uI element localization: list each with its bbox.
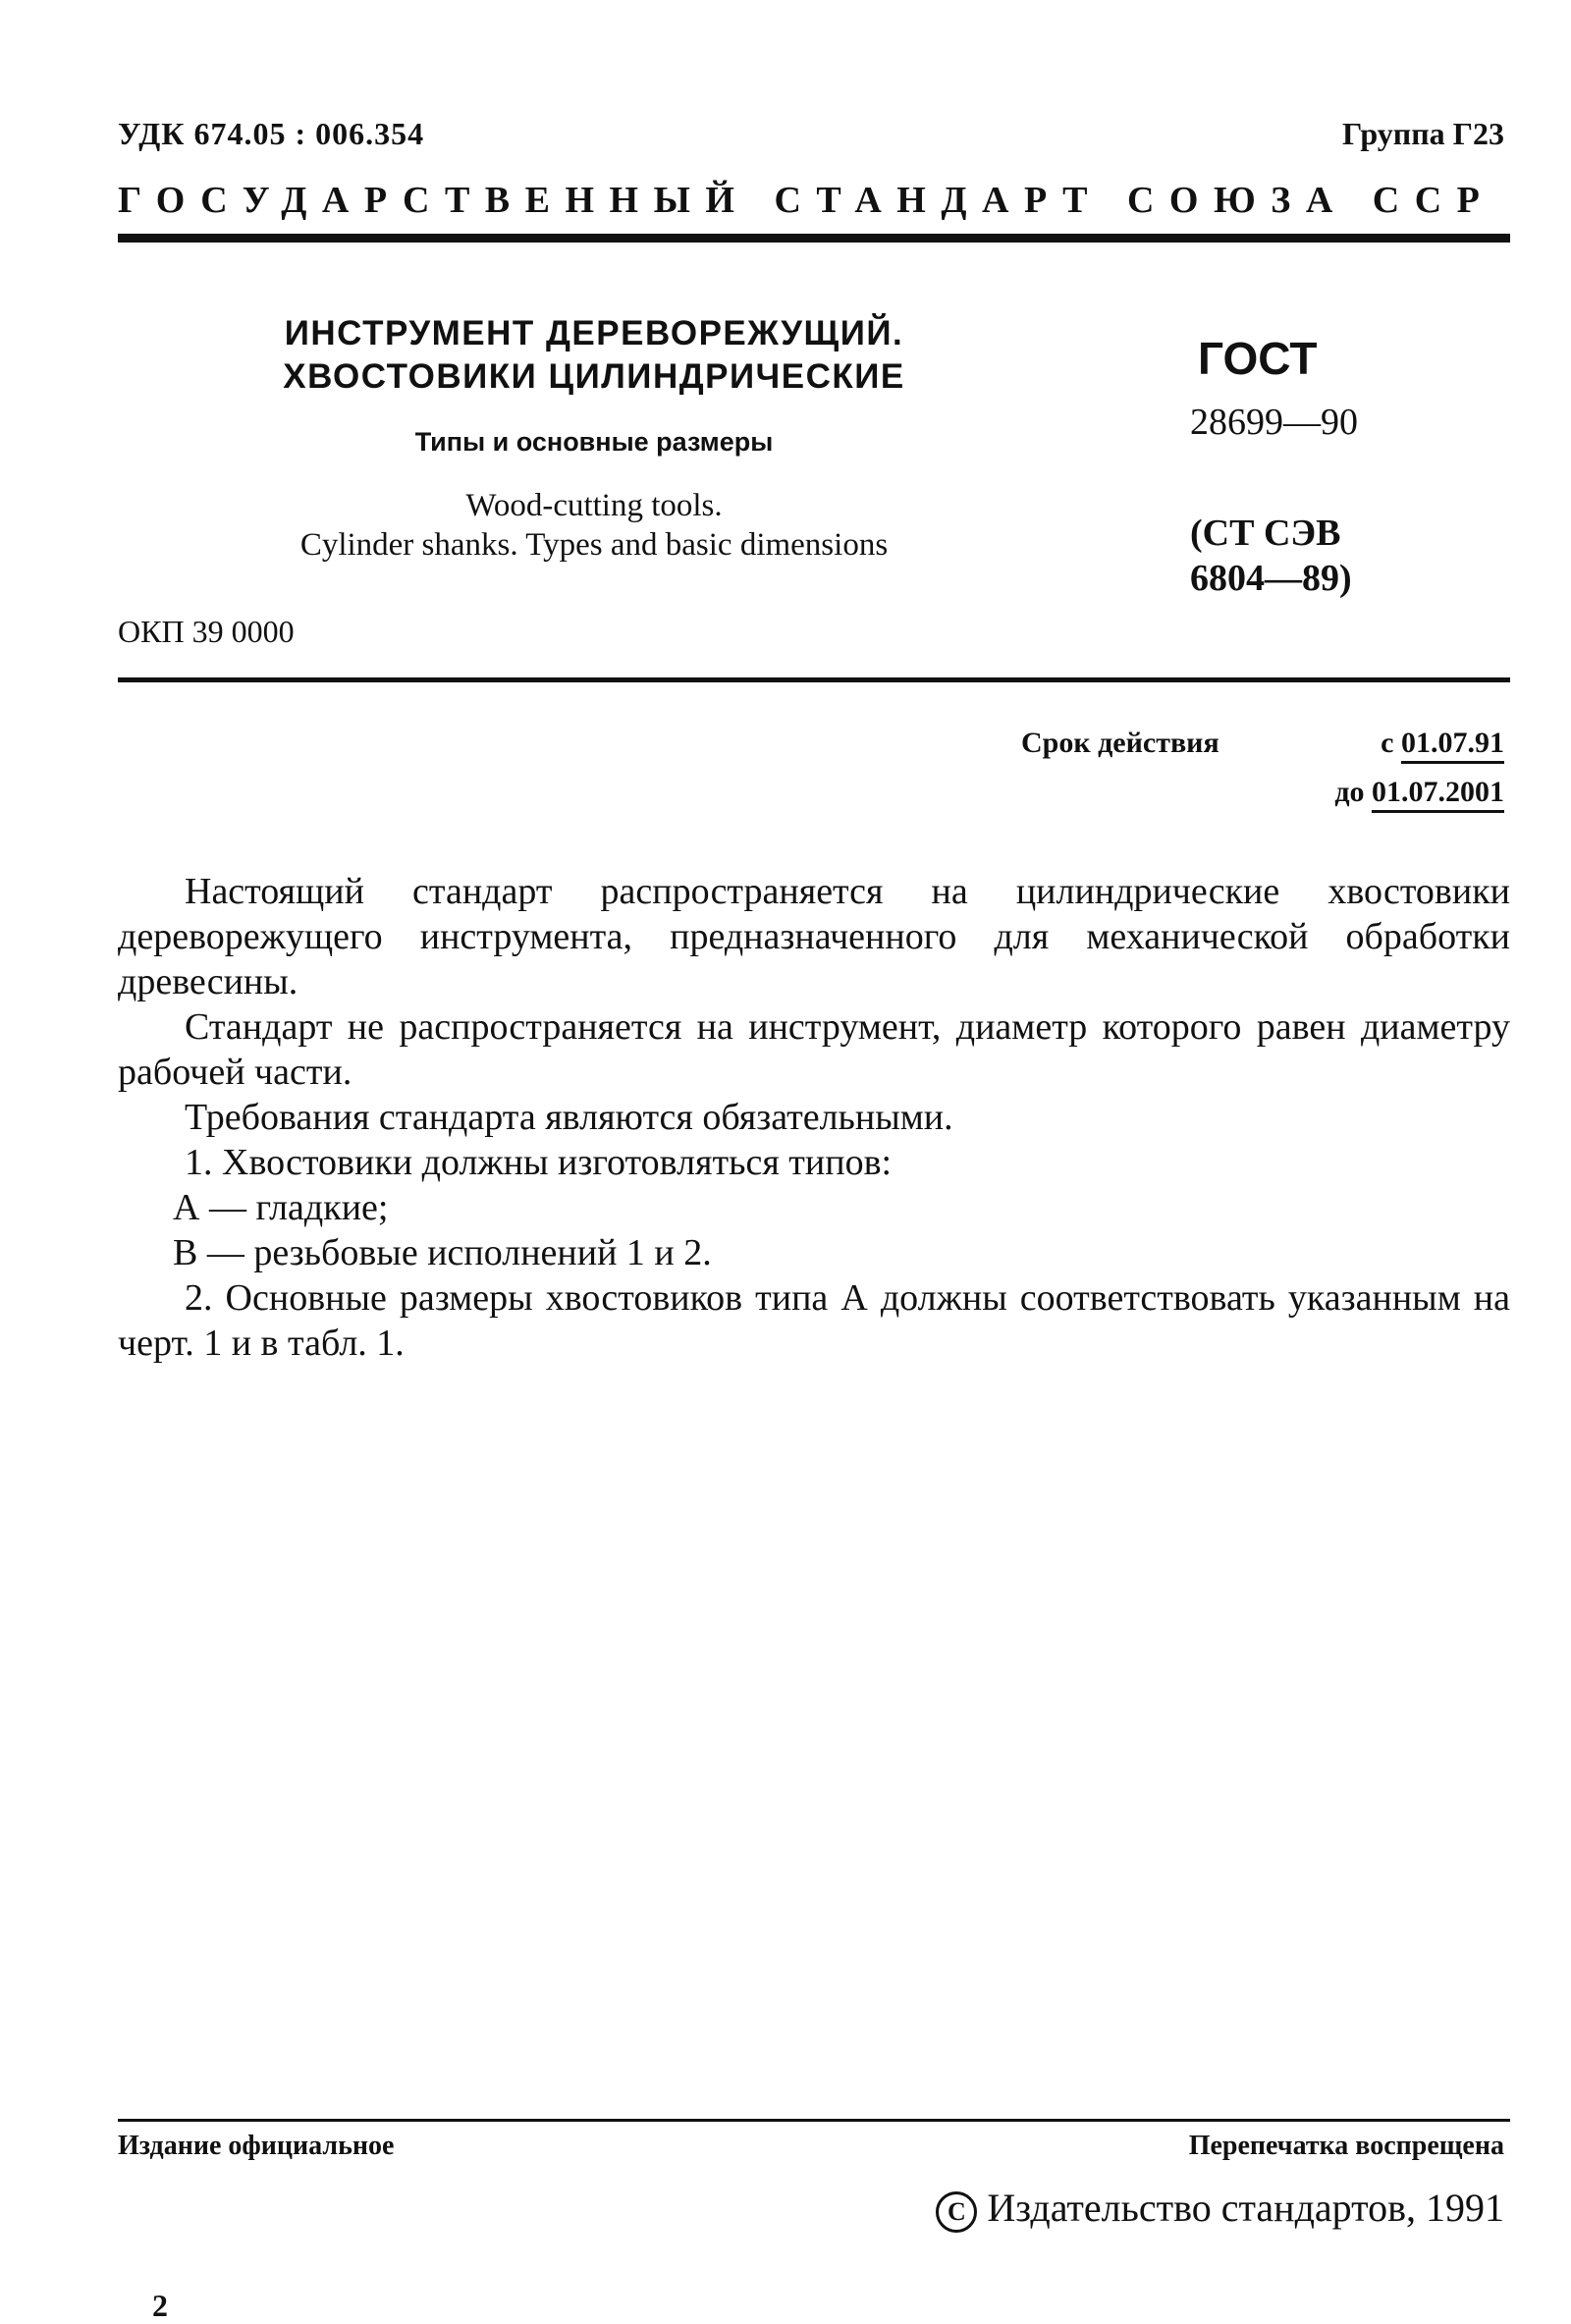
udk-code: УДК 674.05 : 006.354: [118, 116, 425, 151]
group-code: Группа Г23: [1342, 116, 1504, 151]
validity-to: [1334, 776, 1504, 809]
official-edition: Издание официальное: [118, 2131, 395, 2161]
sev-line-1: (СТ СЭВ: [1190, 513, 1341, 554]
english-title-line-1: Wood-cutting tools.: [465, 488, 723, 523]
publisher-name: Издательство стандартов, 1991: [987, 2186, 1504, 2230]
validity-from: [1381, 727, 1504, 760]
paragraph-type-b: В — резьбовые исполнений 1 и 2.: [173, 1232, 712, 1273]
paragraph-exclusion: Стандарт не распространяется на инструмент, диаметр которого равен диаметру рабочей части.: [118, 1006, 1510, 1093]
english-title-line-2: Cylinder shanks. Types and basic dimensions: [299, 527, 889, 563]
validity-from-date: 01.07.91: [1401, 727, 1504, 764]
subtitle: Типы и основные размеры: [414, 427, 774, 457]
validity-to-date: 01.07.2001: [1372, 776, 1504, 813]
validity-from-prefix: с: [1381, 727, 1394, 759]
validity-to-prefix: до: [1334, 776, 1365, 808]
validity-label: Срок действия: [1021, 727, 1219, 759]
paragraph-item-1: 1. Хвостовики должны изготовляться типов:: [185, 1142, 893, 1183]
title-line-2: ХВОСТОВИКИ ЦИЛИНДРИЧЕСКИЕ: [283, 357, 905, 396]
state-standard-heading: ГОСУДАРСТВЕННЫЙ СТАНДАРТ СОЮЗА ССР: [118, 180, 1495, 221]
paragraph-scope: Настоящий стандарт распространяется на цилиндрические хвостовики дереворежущего инструмента, предназначенного для механической обработки древесины.: [118, 871, 1510, 1002]
page-number: 2: [152, 2288, 168, 2323]
copyright-line: [936, 2185, 1504, 2233]
okp-code: ОКП 39 0000: [118, 614, 295, 649]
title-line-1: ИНСТРУМЕНТ ДЕРЕВОРЕЖУЩИЙ.: [284, 314, 904, 352]
copyright-icon: С: [936, 2191, 977, 2233]
body-text: [118, 869, 1510, 1366]
gost-label: ГОСТ: [1198, 333, 1318, 384]
paragraph-type-a: А — гладкие;: [173, 1187, 389, 1228]
header-divider: [118, 234, 1510, 243]
paragraph-mandatory: Требования стандарта являются обязательными.: [185, 1097, 953, 1138]
footer-divider: [118, 2119, 1510, 2122]
sev-line-2: 6804—89): [1190, 558, 1352, 599]
reprint-notice: Перепечатка воспрещена: [1188, 2131, 1504, 2161]
paragraph-item-2: 2. Основные размеры хвостовиков типа А должны соответствовать указанным на черт. 1 и в табл. 1.: [118, 1277, 1510, 1364]
gost-number: 28699—90: [1190, 402, 1358, 443]
title-divider: [118, 677, 1510, 682]
